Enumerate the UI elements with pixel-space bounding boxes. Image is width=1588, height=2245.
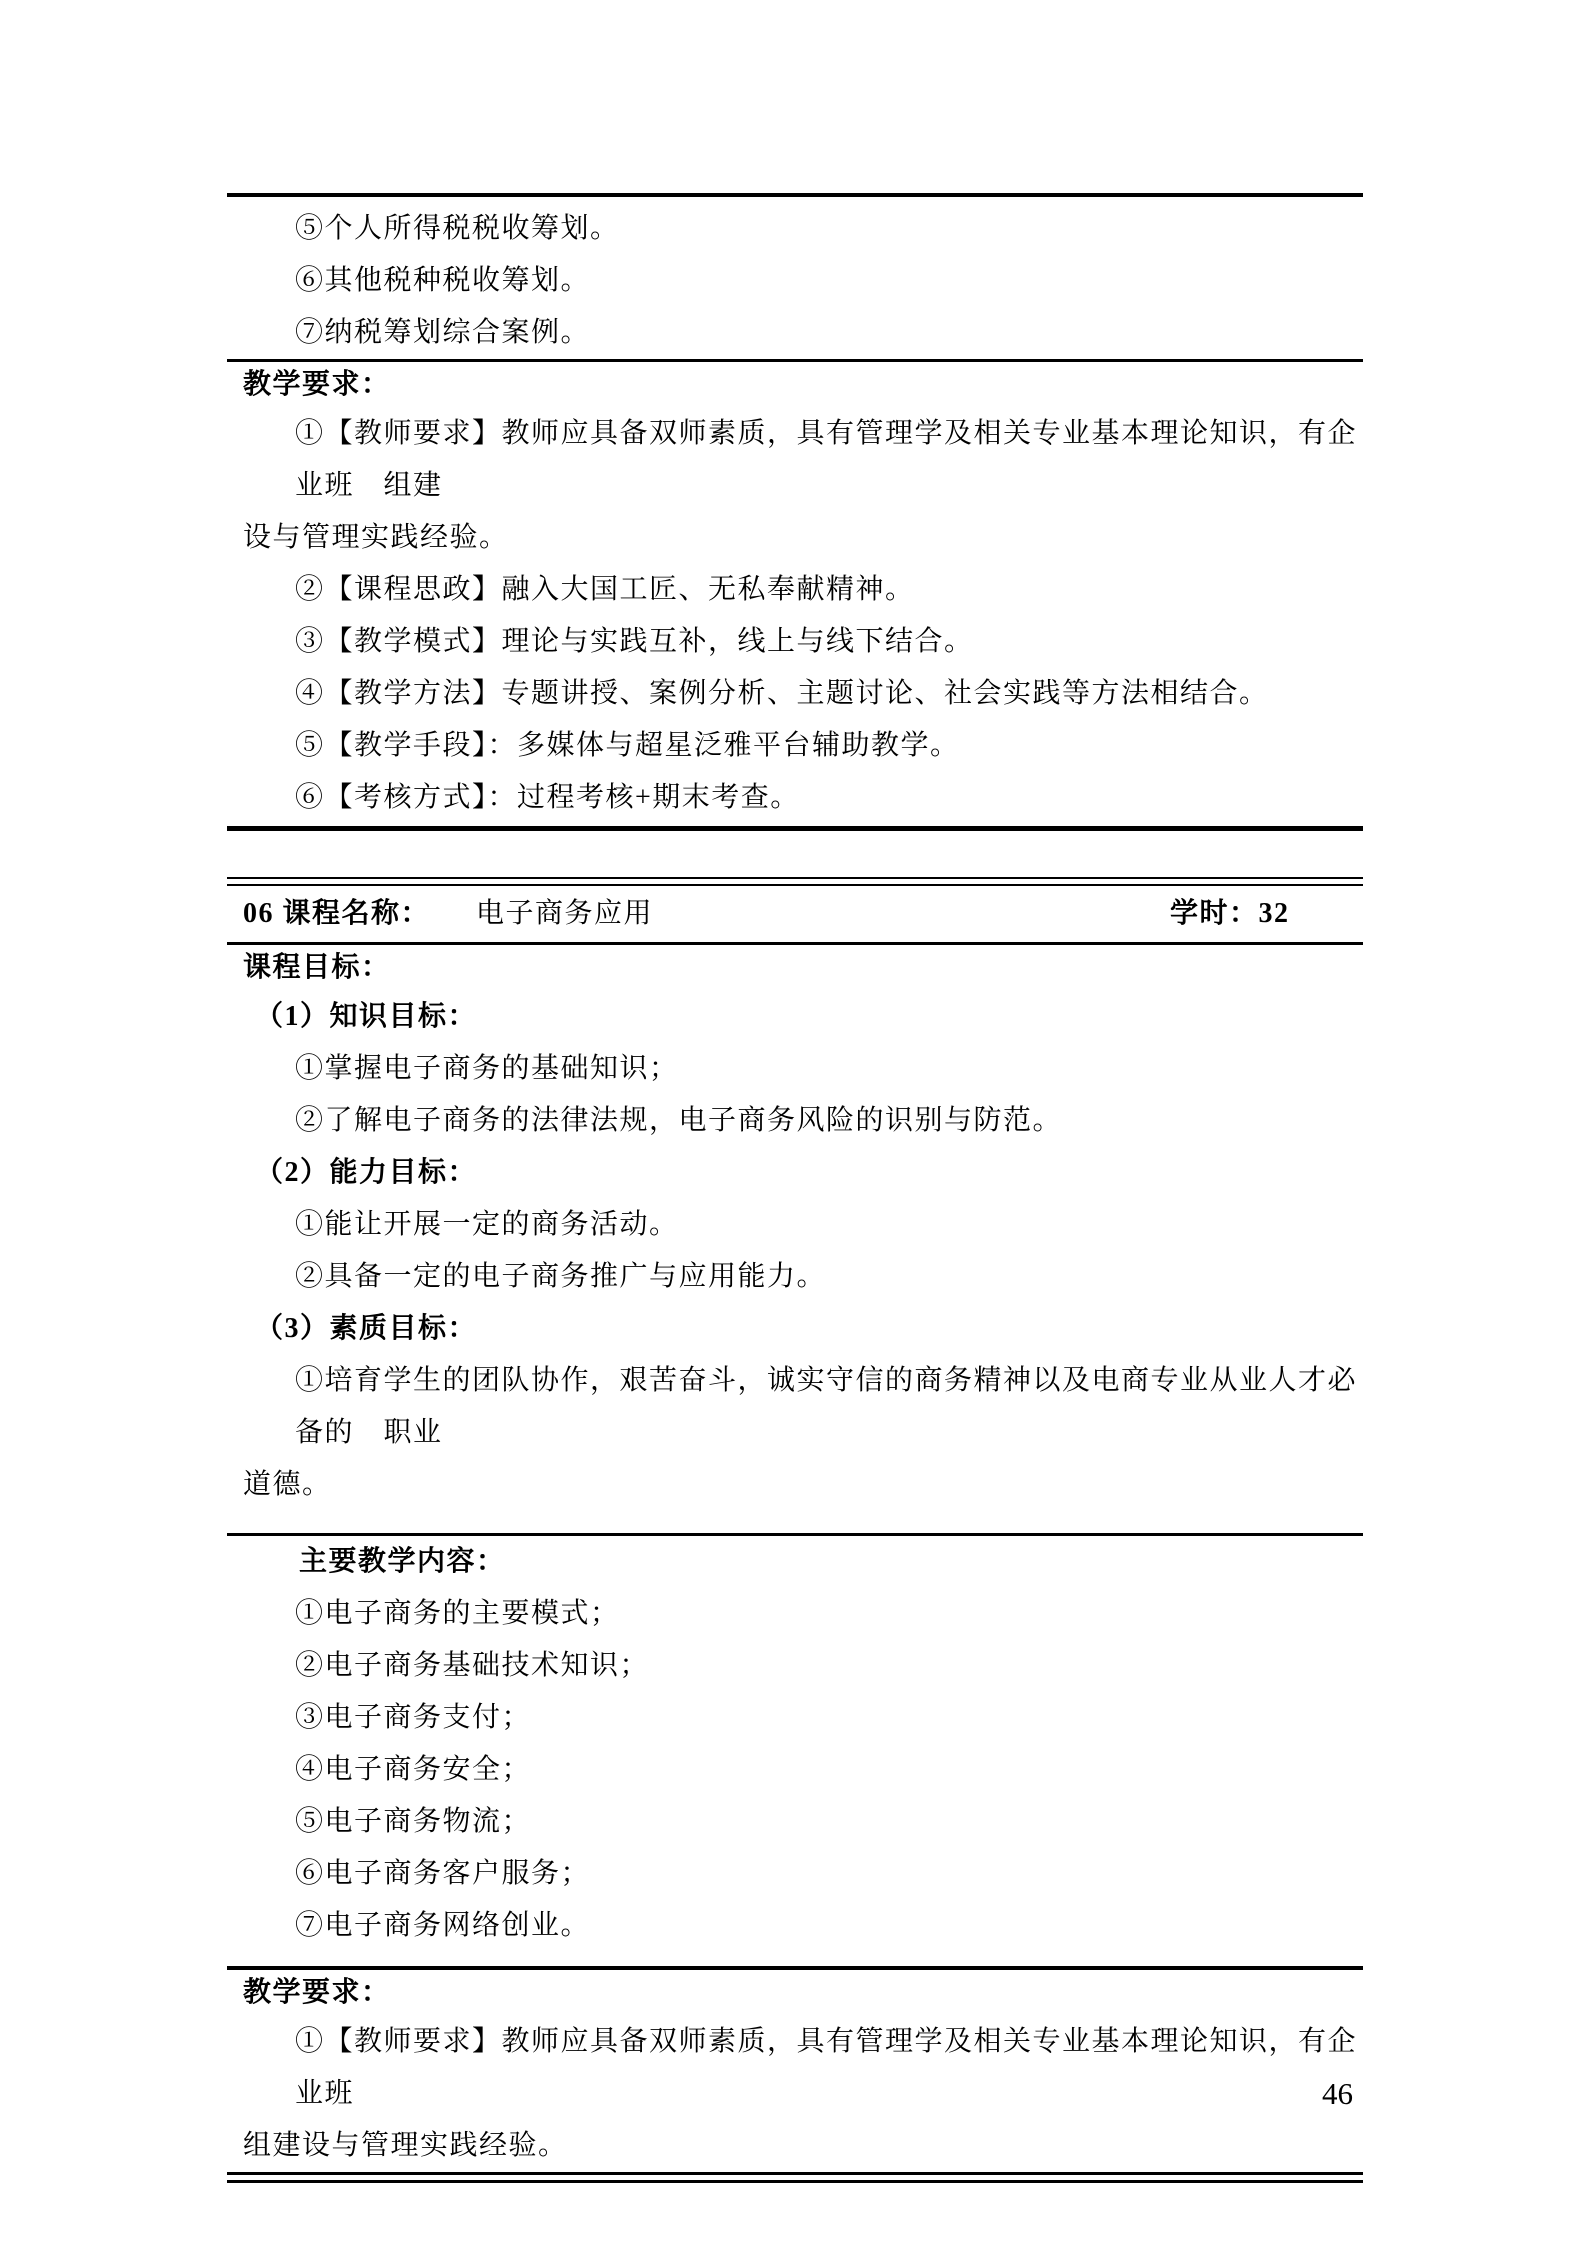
course-name: 电子商务应用: [476, 898, 654, 929]
requirement-line: ⑥【考核方式】：过程考核+期末考查。: [295, 782, 800, 813]
teaching-content-item: ⑤电子商务物流；: [295, 1806, 532, 1837]
content-item: ⑦纳税筹划综合案例。: [295, 317, 591, 348]
objectives-heading: 课程目标：: [243, 952, 391, 983]
ability-objective-item: ②具备一定的电子商务推广与应用能力。: [295, 1261, 827, 1292]
quality-objective-line: ①培育学生的团队协作，艰苦奋斗，诚实守信的商务精神以及电商专业从业人才必备的 职业: [295, 1365, 1358, 1448]
teaching-content-item: ④电子商务安全；: [295, 1754, 532, 1785]
teaching-content-item: ②电子商务基础技术知识；: [295, 1650, 650, 1681]
requirement-line: ①【教师要求】教师应具备双师素质，具有管理学及相关专业基本理论知识，有企业班: [295, 2026, 1358, 2109]
knowledge-objectives-title: （1）知识目标：: [255, 1001, 478, 1032]
course-hours-label: 学时：: [1170, 898, 1259, 929]
knowledge-objective-item: ①掌握电子商务的基础知识；: [295, 1053, 679, 1084]
requirements-heading: 教学要求：: [243, 1977, 391, 2008]
quality-objective-line: 道德。: [243, 1469, 332, 1500]
course-objectives: [227, 945, 1363, 1533]
teaching-content-item: ⑦电子商务网络创业。: [295, 1910, 591, 1941]
tax-course-requirements: [227, 362, 1363, 826]
course-hours: [1170, 886, 1290, 942]
ability-objective-item: ①能让开展一定的商务活动。: [295, 1209, 679, 1240]
requirement-line: ⑤【教学手段】：多媒体与超星泛雅平台辅助教学。: [295, 730, 960, 761]
teaching-content-item: ⑥电子商务客户服务；: [295, 1858, 591, 1889]
teaching-content-heading: 主要教学内容：: [299, 1546, 506, 1577]
requirement-line: ①【教师要求】教师应具备双师素质，具有管理学及相关专业基本理论知识，有企业班 组建: [295, 418, 1358, 501]
knowledge-objective-item: ②了解电子商务的法律法规，电子商务风险的识别与防范。: [295, 1105, 1063, 1136]
requirement-line: 设与管理实践经验。: [243, 522, 509, 553]
teaching-content-item: ①电子商务的主要模式；: [295, 1598, 620, 1629]
ability-objectives-title: （2）能力目标：: [255, 1157, 478, 1188]
course-header-row: [227, 886, 1363, 942]
double-rule-page-bottom: [227, 2172, 1363, 2183]
requirements-heading: 教学要求：: [243, 369, 391, 400]
requirement-line: ④【教学方法】专题讲授、案例分析、主题讨论、社会实践等方法相结合。: [295, 678, 1269, 709]
content-item: ⑤个人所得税税收筹划。: [295, 213, 620, 244]
teaching-content-item: ③电子商务支付；: [295, 1702, 532, 1733]
course06-requirements: [227, 1970, 1363, 2172]
quality-objectives-title: （3）素质目标：: [255, 1313, 478, 1344]
course-number-label: 06 课程名称：: [243, 898, 431, 929]
course-hours-value: 32: [1258, 898, 1290, 929]
page-content: [227, 193, 1363, 2183]
double-rule-header-top: [227, 877, 1363, 886]
page-number: 46: [1322, 2076, 1353, 2111]
requirement-line: 组建设与管理实践经验。: [243, 2130, 568, 2161]
requirement-line: ③【教学模式】理论与实践互补，线上与线下结合。: [295, 626, 974, 657]
tax-course-content-items: [227, 197, 1363, 359]
teaching-content: [227, 1536, 1363, 1966]
section-gap: [227, 831, 1363, 877]
content-item: ⑥其他税种税收筹划。: [295, 265, 591, 296]
requirement-line: ②【课程思政】融入大国工匠、无私奉献精神。: [295, 574, 915, 605]
